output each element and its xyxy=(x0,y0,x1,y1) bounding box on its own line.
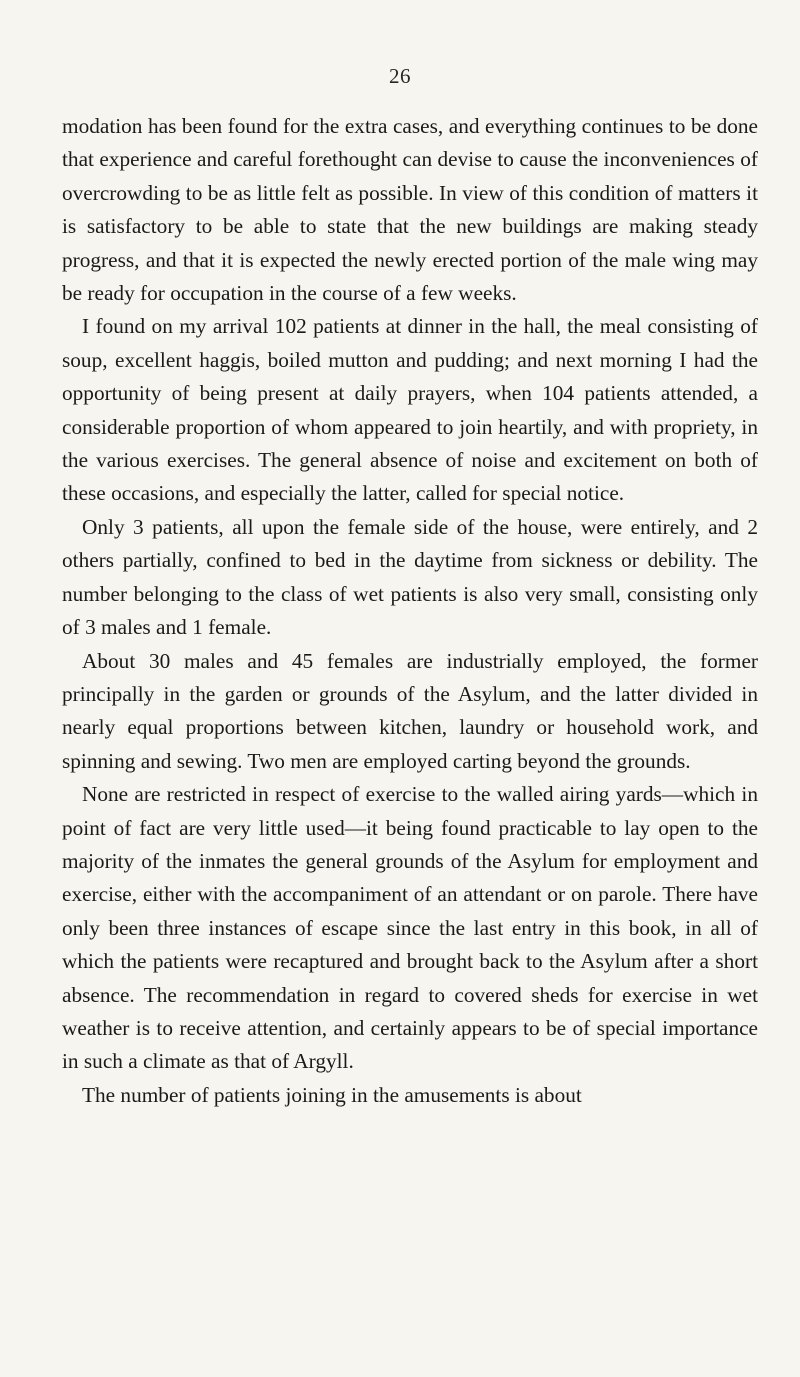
body-text xyxy=(62,110,758,1112)
paragraph-amusements: The number of patients joining in the amusements is about xyxy=(82,1082,582,1107)
paragraph-dinner-and-prayers: I found on my arrival 102 patients at dinner in the hall, the meal consisting of soup, excellent haggis, boiled mutton and pudding; and next morning I had the opportunity of being present at daily prayers, when 104 patients attended, a considerable proportion of whom appeared to join heartily, and with propriety, in the various exercises. The general absence of noise and excitement on both of these occasions, and especially the latter, called for special notice. xyxy=(62,314,758,506)
paragraph-bed-patients: Only 3 patients, all upon the female side of the house, were entirely, and 2 others partially, confined to bed in the daytime from sickness or debility. The number belonging to the class of wet patients is also very small, consisting only of 3 males and 1 female. xyxy=(62,514,758,640)
page-number: 26 xyxy=(389,64,411,88)
paragraph-employment: About 30 males and 45 females are industrially employed, the former principally in the garden or grounds of the Asylum, and the latter divided in nearly equal proportions between kitchen, laundry or household work, and spinning and sewing. Two men are employed carting beyond the grounds. xyxy=(62,648,758,773)
paragraph-exercise-and-escapes: None are restricted in respect of exercise to the walled airing yards—which in point of fact are very little used—it being found practicable to lay open to the majority of the inmates the general grounds of the Asylum for employment and exercise, either with the accompaniment of an attendant or on parole. There have only been three instances of escape since the last entry in this book, in all of which the patients were recaptured and brought back to the Asylum after a short absence. The recommendation in regard to covered sheds for exercise in wet weather is to receive attention, and certainly appears to be of special importance in such a climate as that of Argyll. xyxy=(62,782,758,1074)
paragraph-continuation: modation has been found for the extra cases, and everything continues to be done that experience and careful forethought can devise to cause the inconveniences of overcrowding to be as little felt as possible. In view of this condition of matters it is satisfactory to be able to state that the new buildings are making steady progress, and that it is expected the newly erected portion of the male wing may be ready for occupation in the course of a few weeks. xyxy=(62,114,758,306)
